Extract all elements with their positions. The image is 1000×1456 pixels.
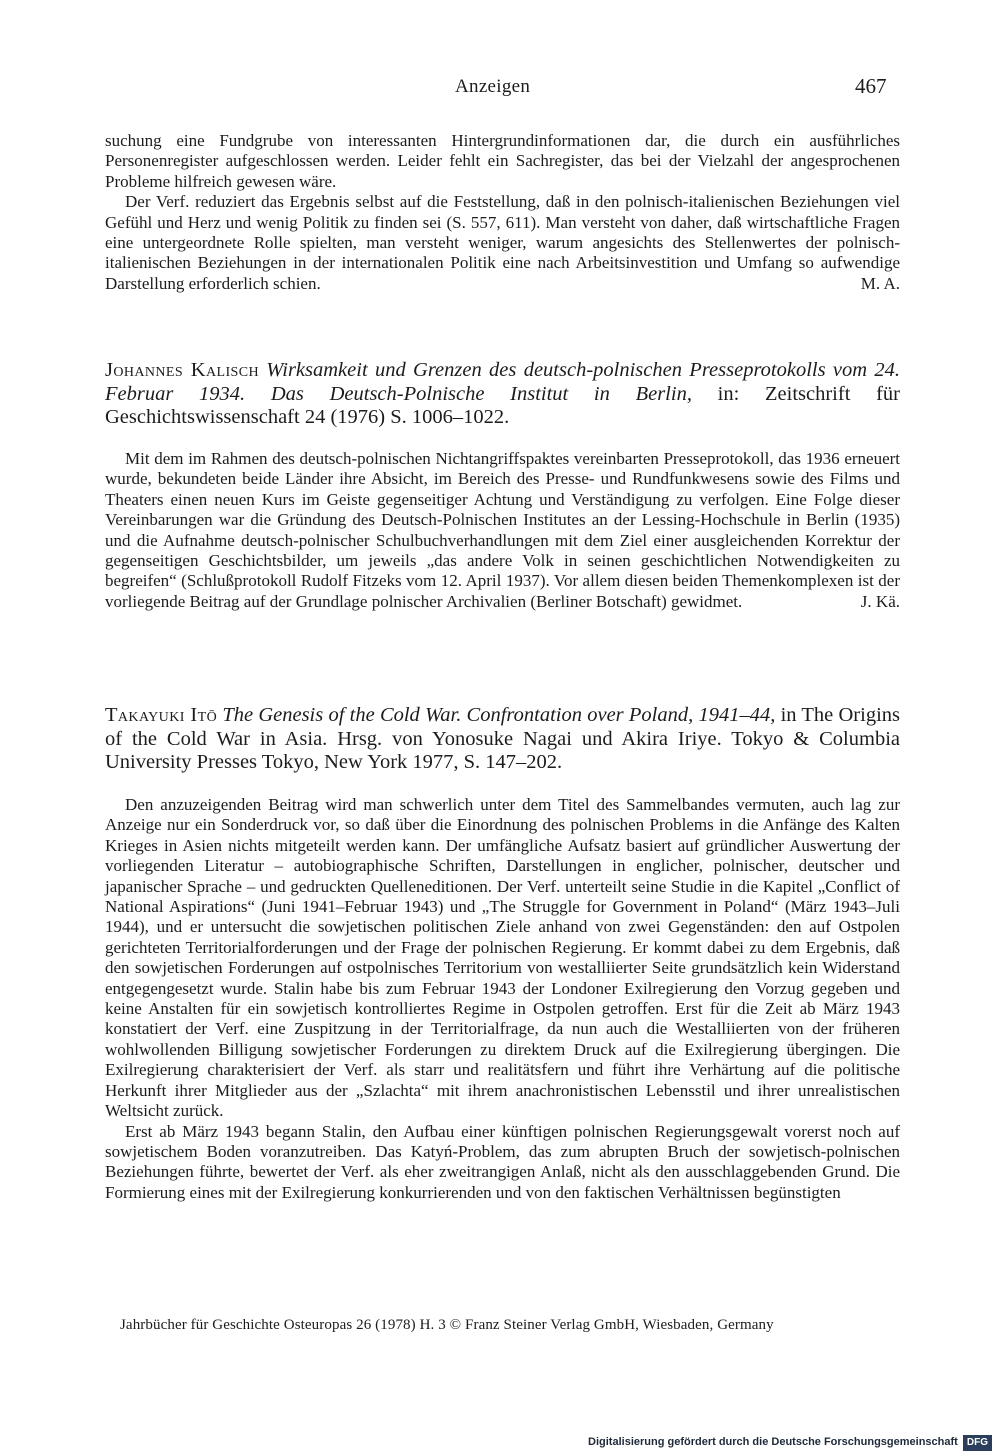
dfg-banner-text: Digitalisierung gefördert durch die Deutsche Forschungsgemeinschaft xyxy=(588,1436,958,1448)
review-paragraph xyxy=(105,449,900,612)
conclusion-paragraph xyxy=(105,192,900,294)
review-paragraph: Den anzuzeigenden Beitrag wird man schwerlich unter dem Titel des Sammelbandes vermuten, auch lag zur Anzeige nur ein Sonderdruck vor, so daß über die Einordnung des polnischen Problems in die Anfänge des Kalten Krieges in Asien nichts mitgeteilt werden kann. Der umfängliche Aufsatz basiert auf gründlicher Auswertung der vorliegenden Literatur – autobiographische Schriften, Darstellungen in englicher, polnischer, deutscher und japanischer Sprache – und gedruckten Quelleneditionen. Der Verf. unterteilt seine Studie in die Kapitel „Conflict of National Aspirations“ (Juni 1941–Februar 1943) und „The Struggle for Government in Poland“ (März 1943–Juli 1944), und er untersucht die sowjetischen politischen Ziele anhand von zwei Gegenständen: den auf Ostpolen gerichteten Territorialforderungen und der Frage der polnischen Regierung. Er kommt dabei zu dem Ergebnis, daß den sowjetischen Forderungen auf ostpolnisches Territorium von westalliierter Seite grundsätzlich kein Widerstand entgegengesetzt wurde. Stalin habe bis zum Februar 1943 der Londoner Exilregierung den Vorzug gegeben und keine Anstalten für ein sowjetisch kontrolliertes Regime in Ostpolen getroffen. Erst für die Zeit ab März 1943 konstatiert der Verf. eine Zuspitzung in der Territorialfrage, da nun auch die Westalliierten von der früheren wohlwollenden Billigung sowjetischer Forderungen zu direktem Druck auf die Exilregierung übergingen. Die Exilregierung charakterisiert der Verf. als starr und realitätsfern und führt ihre Verhärtung auf die politische Herkunft ihrer Mitglieder aus der „Szlachta“ mit ihrem anachronistischen Lebensstil und ihrer unrealistischen Weltsicht zurück. xyxy=(105,795,900,1121)
entry-source: in: Zeitschrift für Geschichtswissenschaft 24 (1976) S. 1006–1022. xyxy=(105,382,900,428)
entry-title: Wirksamkeit und Grenzen des deutsch-polnischen Presseprotokolls vom 24. Februar 1934. Das Deutsch-Polnische Institut in Berlin, xyxy=(105,359,900,405)
entry-citation-ito xyxy=(105,704,900,775)
entry-body-ito xyxy=(105,795,900,1203)
dfg-logo-icon: DFG xyxy=(963,1435,992,1451)
entry-citation-kalisch xyxy=(105,359,900,430)
continuation-paragraph: suchung eine Fundgrube von interessanten Hintergrundinformationen dar, die durch ein ausführliches Personenregister aufgeschlossen werden. Leider fehlt ein Sachregister, das bei der Vielzahl der angesprochenen Probleme hilfreich gewesen wäre. xyxy=(105,131,900,191)
page-number: 467 xyxy=(855,74,887,98)
running-title: Anzeigen xyxy=(455,76,531,97)
dfg-banner xyxy=(588,1435,992,1451)
journal-footer: Jahrbücher für Geschichte Osteuropas 26 (1978) H. 3 © Franz Steiner Verlag GmbH, Wiesbaden, Germany xyxy=(120,1317,774,1333)
entry-author: Takayuki Itō xyxy=(105,704,218,726)
conclusion-text: Der Verf. reduziert das Ergebnis selbst auf die Feststellung, daß in den polnisch-italienischen Beziehungen viel Gefühl und Herz und wenig Politik zu finden sei (S. 557, 611). Man versteht von daher, daß wirtschaftliche Fragen eine untergeordnete Rolle spielten, man versteht weniger, warum angesichts des Stellenwertes der polnisch-italienischen Beziehungen in der internationalen Politik eine nach Arbeitsinvestition und Umfang so aufwendige Darstellung erforderlich schien. xyxy=(105,192,900,293)
entry-author: Johannes Kalisch xyxy=(105,359,259,381)
review-text: Mit dem im Rahmen des deutsch-polnischen Nichtangriffspaktes vereinbarten Presseprotokoll, das 1936 erneuert wurde, bekundeten beide Länder ihre Absicht, im Bereich des Presse- und Rundfunkwesens sowie des Films und Theaters einen neuen Kurs im Geiste gegenseitiger Achtung und Verständigung zu verfolgen. Eine Folge dieser Vereinbarungen war die Gründung des Deutsch-Polnischen Institutes an der Lessing-Hochschule in Berlin (1935) und die Aufnahme deutsch-polnischer Schulbuchverhandlungen mit dem Ziel einer ausgleichenden Korrektur der gegenseitigen Geschichtsbilder, um jeweils „das andere Volk in seinen geschichtlichen Notwendigkeiten zu begreifen“ (Schlußprotokoll Rudolf Fitzeks vom 12. April 1937). Vor allem diesen beiden Themenkomplexen ist der vorliegende Beitrag auf der Grundlage polnischer Archivalien (Berliner Botschaft) gewidmet. xyxy=(105,449,900,611)
entry-source: in The Origins of the Cold War in Asia. Hrsg. von Yonosuke Nagai und Akira Iriye. Tokyo & Columbia University Presses Tokyo, New York 1977, S. 147–202. xyxy=(105,704,901,773)
entry-title: The Genesis of the Cold War. Confrontation over Poland, 1941–44, xyxy=(222,704,776,726)
reviewer-signature: J. Kä. xyxy=(860,591,900,611)
review-continuation xyxy=(105,131,900,294)
reviewer-signature: M. A. xyxy=(860,273,900,293)
entry-body-kalisch xyxy=(105,449,900,612)
review-paragraph: Erst ab März 1943 begann Stalin, den Aufbau einer künftigen polnischen Regierungsgewalt vorerst noch auf sowjetischem Boden voranzutreiben. Das Katyń-Problem, das zum abrupten Bruch der sowjetisch-polnischen Beziehungen führte, bewertet der Verf. als eher zweitrangigen Anlaß, nicht als den ausschlaggebenden Grund. Die Formierung eines mit der Exilregierung konkurrierenden und von den faktischen Verhältnissen begünstigten xyxy=(105,1121,900,1202)
